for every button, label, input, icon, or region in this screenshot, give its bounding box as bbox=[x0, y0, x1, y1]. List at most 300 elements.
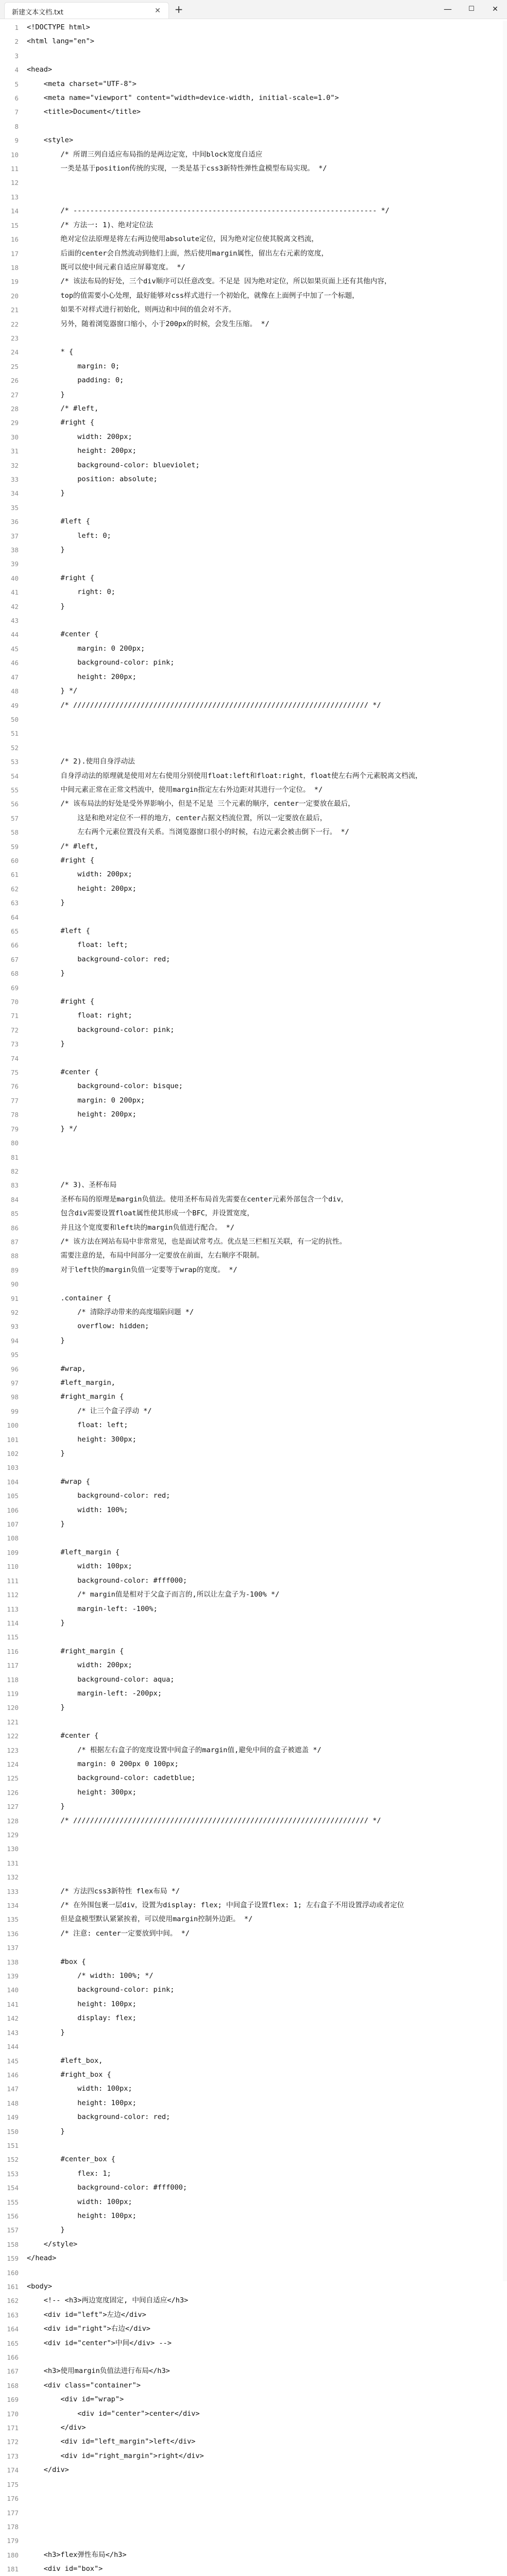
line-text: margin-left: -200px; bbox=[27, 1689, 162, 1698]
code-line[interactable] bbox=[0, 1447, 507, 1461]
line-number: 70 bbox=[10, 998, 19, 1006]
code-line[interactable] bbox=[0, 1701, 507, 1715]
vertical-scrollbar[interactable] bbox=[503, 21, 507, 2281]
code-line[interactable] bbox=[0, 2181, 507, 2195]
line-text: #wrap, bbox=[27, 1364, 86, 1373]
line-number: 97 bbox=[10, 1379, 19, 1387]
code-line[interactable] bbox=[0, 953, 507, 967]
line-number: 33 bbox=[10, 476, 19, 483]
line-number: 68 bbox=[10, 970, 19, 978]
code-line[interactable] bbox=[0, 1404, 507, 1418]
line-text: left: 0; bbox=[27, 531, 111, 540]
code-line[interactable] bbox=[0, 1150, 507, 1164]
code-line[interactable] bbox=[0, 1955, 507, 1969]
line-number: 107 bbox=[7, 1520, 19, 1529]
line-text: <div id="left_margin">left</div> bbox=[27, 2437, 196, 2446]
code-line[interactable] bbox=[0, 2096, 507, 2110]
code-line[interactable] bbox=[0, 1687, 507, 1701]
line-text: height: 200px; bbox=[27, 447, 137, 455]
code-line[interactable] bbox=[0, 1546, 507, 1560]
code-line[interactable] bbox=[0, 2167, 507, 2181]
code-line[interactable] bbox=[0, 2223, 507, 2237]
line-number: 69 bbox=[10, 984, 19, 992]
line-number: 138 bbox=[7, 1958, 19, 1966]
code-line[interactable] bbox=[0, 2082, 507, 2096]
code-line[interactable] bbox=[0, 840, 507, 854]
line-number: 29 bbox=[10, 419, 19, 427]
code-line[interactable] bbox=[0, 190, 507, 204]
code-line[interactable] bbox=[0, 726, 507, 740]
line-number: 25 bbox=[10, 362, 19, 370]
line-number: 90 bbox=[10, 1280, 19, 1289]
code-line[interactable] bbox=[0, 811, 507, 825]
line-text: <div id="center">center</div> bbox=[27, 2409, 200, 2418]
line-number: 78 bbox=[10, 1111, 19, 1119]
line-number: 166 bbox=[7, 2353, 19, 2362]
code-line[interactable] bbox=[0, 1757, 507, 1771]
line-number: 42 bbox=[10, 602, 19, 611]
line-text: 既可以使中间元素自适应屏幕宽度。 */ bbox=[27, 263, 185, 272]
code-line[interactable] bbox=[0, 1786, 507, 1800]
line-number: 41 bbox=[10, 588, 19, 597]
line-text: #right { bbox=[27, 418, 94, 427]
code-line[interactable] bbox=[0, 2379, 507, 2393]
line-text: /* #left, bbox=[27, 404, 99, 413]
code-line[interactable] bbox=[0, 2238, 507, 2251]
code-line[interactable] bbox=[0, 289, 507, 303]
line-number: 171 bbox=[7, 2424, 19, 2432]
line-text: background-color: red; bbox=[27, 955, 171, 963]
close-window-button[interactable]: ✕ bbox=[492, 5, 498, 13]
code-line[interactable] bbox=[0, 1094, 507, 1108]
code-line[interactable] bbox=[0, 1616, 507, 1630]
code-line[interactable] bbox=[0, 1912, 507, 1926]
code-line[interactable] bbox=[0, 1729, 507, 1743]
line-text: /* 方法四css3新特性 flex布局 */ bbox=[27, 1887, 180, 1895]
line-text: <h3>使用margin负值法进行布局</h3> bbox=[27, 2367, 170, 2376]
line-text: width: 200px; bbox=[27, 870, 132, 879]
code-line[interactable] bbox=[0, 388, 507, 402]
code-line[interactable] bbox=[0, 218, 507, 232]
text-editor[interactable] bbox=[0, 21, 507, 2573]
code-line[interactable] bbox=[0, 995, 507, 1009]
code-line[interactable] bbox=[0, 924, 507, 938]
line-number: 101 bbox=[7, 1435, 19, 1444]
code-line[interactable] bbox=[0, 1828, 507, 1842]
code-line[interactable] bbox=[0, 1630, 507, 1644]
line-number: 59 bbox=[10, 842, 19, 851]
line-text: /* ------------------------------------------------------------------------ */ bbox=[27, 207, 390, 215]
code-line[interactable] bbox=[0, 699, 507, 713]
code-line[interactable] bbox=[0, 938, 507, 952]
line-number: 71 bbox=[10, 1012, 19, 1020]
code-line[interactable] bbox=[0, 1927, 507, 1941]
line-number: 145 bbox=[7, 2057, 19, 2065]
line-number: 130 bbox=[7, 1845, 19, 1853]
maximize-button[interactable]: ☐ bbox=[468, 5, 475, 13]
line-number: 57 bbox=[10, 814, 19, 822]
line-text: /* 该布局法的好处是受外界影响小，但是不足是 三个元素的顺序，center一定要放在最后， bbox=[27, 800, 355, 808]
line-number: 119 bbox=[7, 1689, 19, 1698]
code-line[interactable] bbox=[0, 1517, 507, 1531]
code-line[interactable] bbox=[0, 2251, 507, 2265]
code-line[interactable] bbox=[0, 2322, 507, 2336]
line-text: width: 200px; bbox=[27, 432, 132, 441]
code-line[interactable] bbox=[0, 1065, 507, 1079]
code-line[interactable] bbox=[0, 1390, 507, 1404]
code-line[interactable] bbox=[0, 204, 507, 218]
code-line[interactable] bbox=[0, 755, 507, 769]
code-line[interactable] bbox=[0, 1531, 507, 1545]
code-line[interactable] bbox=[0, 1306, 507, 1319]
code-line[interactable] bbox=[0, 148, 507, 162]
line-number: 100 bbox=[7, 1421, 19, 1430]
code-line[interactable] bbox=[0, 1673, 507, 1687]
code-line[interactable] bbox=[0, 1319, 507, 1333]
code-line[interactable] bbox=[0, 1899, 507, 1912]
code-line[interactable] bbox=[0, 2506, 507, 2520]
code-line[interactable] bbox=[0, 1277, 507, 1291]
line-number: 153 bbox=[7, 2170, 19, 2178]
line-text: <div id="right_margin">right</div> bbox=[27, 2451, 204, 2460]
code-line[interactable] bbox=[0, 614, 507, 628]
code-line[interactable] bbox=[0, 1885, 507, 1899]
code-line[interactable] bbox=[0, 515, 507, 529]
code-line[interactable] bbox=[0, 77, 507, 91]
line-text: right: 0; bbox=[27, 588, 115, 597]
code-line[interactable] bbox=[0, 797, 507, 811]
code-line[interactable] bbox=[0, 1475, 507, 1489]
line-number: 87 bbox=[10, 1238, 19, 1246]
code-line[interactable] bbox=[0, 1235, 507, 1249]
code-line[interactable] bbox=[0, 2449, 507, 2463]
code-line[interactable] bbox=[0, 1108, 507, 1122]
line-text: } bbox=[27, 1703, 65, 1712]
code-line[interactable] bbox=[0, 1376, 507, 1390]
code-line[interactable] bbox=[0, 133, 507, 147]
line-number: 52 bbox=[10, 743, 19, 752]
code-line[interactable] bbox=[0, 543, 507, 557]
code-line[interactable] bbox=[0, 2492, 507, 2505]
line-number: 141 bbox=[7, 2000, 19, 2008]
line-text: #left_box, bbox=[27, 2056, 103, 2065]
line-text: /* ////////////////////////////////////////////////////////////////////// */ bbox=[27, 701, 381, 709]
code-line[interactable] bbox=[0, 2463, 507, 2477]
code-line[interactable] bbox=[0, 1715, 507, 1729]
code-line[interactable] bbox=[0, 1023, 507, 1037]
code-line[interactable] bbox=[0, 247, 507, 261]
code-line[interactable] bbox=[0, 2308, 507, 2322]
code-line[interactable] bbox=[0, 1574, 507, 1588]
code-line[interactable] bbox=[0, 1645, 507, 1658]
line-number: 55 bbox=[10, 786, 19, 794]
line-text: margin: 0 200px; bbox=[27, 1096, 145, 1105]
code-line[interactable] bbox=[0, 2350, 507, 2364]
line-text: <div id="wrap"> bbox=[27, 2395, 124, 2404]
code-line[interactable] bbox=[0, 2011, 507, 2025]
code-line[interactable] bbox=[0, 882, 507, 896]
code-line[interactable] bbox=[0, 1334, 507, 1348]
code-line[interactable] bbox=[0, 684, 507, 698]
code-line[interactable] bbox=[0, 741, 507, 755]
code-line[interactable] bbox=[0, 529, 507, 543]
code-line[interactable] bbox=[0, 1658, 507, 1672]
new-tab-button[interactable]: + bbox=[174, 3, 183, 15]
line-text: background-color: pink; bbox=[27, 658, 175, 667]
code-line[interactable] bbox=[0, 1418, 507, 1432]
line-text: /* 在外围包裹一层div，设置为display: flex; 中间盒子设置flex: 1; 左右盒子不用设置浮动或者定位 bbox=[27, 1901, 404, 1910]
document-tab[interactable] bbox=[4, 2, 169, 19]
code-line[interactable] bbox=[0, 585, 507, 599]
line-text: float: right; bbox=[27, 1011, 132, 1020]
code-line[interactable] bbox=[0, 430, 507, 444]
code-line[interactable] bbox=[0, 2068, 507, 2082]
code-line[interactable] bbox=[0, 91, 507, 105]
code-line[interactable] bbox=[0, 374, 507, 387]
line-number: 181 bbox=[7, 2565, 19, 2573]
code-line[interactable] bbox=[0, 303, 507, 317]
code-line[interactable] bbox=[0, 21, 507, 35]
code-line[interactable] bbox=[0, 1800, 507, 1814]
line-number: 39 bbox=[10, 560, 19, 568]
line-number: 18 bbox=[10, 263, 19, 272]
code-line[interactable] bbox=[0, 1461, 507, 1475]
line-number: 67 bbox=[10, 955, 19, 963]
code-line[interactable] bbox=[0, 1814, 507, 1828]
code-line[interactable] bbox=[0, 713, 507, 726]
code-line[interactable] bbox=[0, 2026, 507, 2040]
line-number: 167 bbox=[7, 2367, 19, 2376]
code-line[interactable] bbox=[0, 35, 507, 48]
code-line[interactable] bbox=[0, 472, 507, 486]
code-line[interactable] bbox=[0, 769, 507, 783]
code-line[interactable] bbox=[0, 317, 507, 331]
code-line[interactable] bbox=[0, 2435, 507, 2449]
code-line[interactable] bbox=[0, 501, 507, 515]
code-line[interactable] bbox=[0, 981, 507, 995]
code-line[interactable] bbox=[0, 825, 507, 839]
line-number: 63 bbox=[10, 899, 19, 907]
code-line[interactable] bbox=[0, 2421, 507, 2435]
line-text: /* 该法布局的好处，三个div顺序可以任意改变。不足是 因为绝对定位，所以如果页面上还有其他内容， bbox=[27, 277, 392, 286]
line-text: 另外，随着浏览器窗口缩小，小于200px的时候，会发生压缩。 */ bbox=[27, 319, 269, 328]
code-line[interactable] bbox=[0, 1136, 507, 1150]
line-text: height: 100px; bbox=[27, 1999, 137, 2008]
code-line[interactable] bbox=[0, 1983, 507, 1997]
code-line[interactable] bbox=[0, 1771, 507, 1785]
minimize-button[interactable]: — bbox=[444, 4, 452, 14]
code-line[interactable] bbox=[0, 2294, 507, 2308]
code-line[interactable] bbox=[0, 1856, 507, 1870]
code-line[interactable] bbox=[0, 1164, 507, 1178]
line-number: 19 bbox=[10, 278, 19, 286]
code-line[interactable] bbox=[0, 1743, 507, 1757]
line-text: #left_margin { bbox=[27, 1548, 120, 1556]
code-line[interactable] bbox=[0, 2110, 507, 2124]
code-line[interactable] bbox=[0, 275, 507, 289]
line-text: </div> bbox=[27, 2424, 86, 2432]
line-number: 146 bbox=[7, 2071, 19, 2079]
code-line[interactable] bbox=[0, 896, 507, 910]
line-text: } bbox=[27, 2028, 65, 2037]
code-line[interactable] bbox=[0, 2336, 507, 2350]
code-line[interactable] bbox=[0, 1178, 507, 1192]
code-line[interactable] bbox=[0, 261, 507, 275]
code-line[interactable] bbox=[0, 1052, 507, 1065]
line-text: } bbox=[27, 390, 65, 399]
code-line[interactable] bbox=[0, 1870, 507, 1884]
line-number: 161 bbox=[7, 2283, 19, 2291]
line-number: 99 bbox=[10, 1407, 19, 1415]
line-text: <head> bbox=[27, 65, 53, 74]
code-line[interactable] bbox=[0, 2040, 507, 2054]
code-line[interactable] bbox=[0, 783, 507, 797]
code-line[interactable] bbox=[0, 1249, 507, 1263]
code-line[interactable] bbox=[0, 2266, 507, 2280]
code-line[interactable] bbox=[0, 2195, 507, 2209]
code-line[interactable] bbox=[0, 2520, 507, 2534]
code-line[interactable] bbox=[0, 2478, 507, 2492]
line-number: 7 bbox=[14, 108, 19, 116]
code-line[interactable] bbox=[0, 1489, 507, 1503]
line-text: margin: 0; bbox=[27, 362, 120, 370]
line-number: 157 bbox=[7, 2226, 19, 2234]
code-line[interactable] bbox=[0, 1263, 507, 1277]
code-line[interactable] bbox=[0, 1037, 507, 1051]
line-text: 包含div需要设置float属性使其形成一个BFC，并设置宽度， bbox=[27, 1209, 254, 1218]
code-line[interactable] bbox=[0, 1602, 507, 1616]
code-line[interactable] bbox=[0, 967, 507, 980]
line-text: position: absolute; bbox=[27, 475, 158, 483]
code-line[interactable] bbox=[0, 345, 507, 359]
line-number: 154 bbox=[7, 2184, 19, 2192]
code-line[interactable] bbox=[0, 628, 507, 641]
line-number: 148 bbox=[7, 2099, 19, 2107]
code-line[interactable] bbox=[0, 1193, 507, 1207]
code-line[interactable] bbox=[0, 360, 507, 374]
code-line[interactable] bbox=[0, 416, 507, 430]
line-number: 127 bbox=[7, 1803, 19, 1811]
line-number: 1 bbox=[14, 24, 19, 31]
code-line[interactable] bbox=[0, 232, 507, 246]
line-number: 31 bbox=[10, 447, 19, 455]
line-text: #center_box { bbox=[27, 2155, 115, 2164]
line-text: background-color: red; bbox=[27, 2113, 171, 2122]
code-line[interactable] bbox=[0, 2125, 507, 2139]
code-line[interactable] bbox=[0, 1997, 507, 2011]
code-line[interactable] bbox=[0, 642, 507, 656]
code-line[interactable] bbox=[0, 2562, 507, 2576]
line-text: height: 200px; bbox=[27, 672, 137, 681]
line-text: <div id="right">右边</div> bbox=[27, 2325, 150, 2333]
code-line[interactable] bbox=[0, 1560, 507, 1573]
code-line[interactable] bbox=[0, 670, 507, 684]
code-line[interactable] bbox=[0, 854, 507, 868]
code-line[interactable] bbox=[0, 459, 507, 472]
line-number: 27 bbox=[10, 391, 19, 399]
code-line[interactable] bbox=[0, 1009, 507, 1023]
code-line[interactable] bbox=[0, 49, 507, 63]
line-number: 38 bbox=[10, 546, 19, 554]
code-line[interactable] bbox=[0, 176, 507, 190]
line-text: height: 300px; bbox=[27, 1435, 137, 1444]
code-line[interactable] bbox=[0, 105, 507, 119]
line-number: 95 bbox=[10, 1351, 19, 1359]
line-number: 140 bbox=[7, 1986, 19, 1994]
code-line[interactable] bbox=[0, 1842, 507, 1856]
line-number: 126 bbox=[7, 1788, 19, 1797]
code-line[interactable] bbox=[0, 2153, 507, 2166]
code-line[interactable] bbox=[0, 2534, 507, 2548]
code-line[interactable] bbox=[0, 2407, 507, 2421]
code-line[interactable] bbox=[0, 1348, 507, 1362]
line-number: 144 bbox=[7, 2043, 19, 2051]
code-line[interactable] bbox=[0, 910, 507, 924]
line-number: 155 bbox=[7, 2198, 19, 2206]
line-number: 164 bbox=[7, 2325, 19, 2333]
line-number: 12 bbox=[10, 179, 19, 187]
code-line[interactable] bbox=[0, 1079, 507, 1093]
line-number: 124 bbox=[7, 1760, 19, 1768]
code-line[interactable] bbox=[0, 331, 507, 345]
code-line[interactable] bbox=[0, 1503, 507, 1517]
code-line[interactable] bbox=[0, 2054, 507, 2068]
line-text: background-color: blueviolet; bbox=[27, 461, 200, 469]
code-line[interactable] bbox=[0, 2364, 507, 2378]
line-text: width: 100px; bbox=[27, 2084, 132, 2093]
line-text: margin: 0 200px 0 100px; bbox=[27, 1759, 179, 1768]
line-number: 118 bbox=[7, 1675, 19, 1684]
code-line[interactable] bbox=[0, 571, 507, 585]
line-number: 37 bbox=[10, 532, 19, 540]
code-line[interactable] bbox=[0, 1221, 507, 1235]
code-line[interactable] bbox=[0, 1588, 507, 1602]
code-line[interactable] bbox=[0, 2280, 507, 2294]
code-line[interactable] bbox=[0, 1292, 507, 1306]
code-line[interactable] bbox=[0, 2139, 507, 2153]
line-text: #right_box { bbox=[27, 2070, 111, 2079]
code-line[interactable] bbox=[0, 444, 507, 458]
code-line[interactable] bbox=[0, 1433, 507, 1447]
code-line[interactable] bbox=[0, 1941, 507, 1955]
code-line[interactable] bbox=[0, 1207, 507, 1221]
line-number: 105 bbox=[7, 1492, 19, 1500]
code-line[interactable] bbox=[0, 2393, 507, 2406]
code-line[interactable] bbox=[0, 120, 507, 133]
line-text: <div id="box"> bbox=[27, 2565, 103, 2573]
line-text: #right { bbox=[27, 856, 94, 865]
line-number: 158 bbox=[7, 2240, 19, 2248]
code-line[interactable] bbox=[0, 2548, 507, 2562]
code-line[interactable] bbox=[0, 557, 507, 571]
line-text: /* #left, bbox=[27, 842, 99, 851]
line-text: /* 清除浮动带来的高度塌陷问题 */ bbox=[27, 1308, 194, 1316]
close-tab-icon[interactable]: ✕ bbox=[155, 7, 161, 15]
code-line[interactable] bbox=[0, 1362, 507, 1376]
code-line[interactable] bbox=[0, 162, 507, 176]
line-text: } bbox=[27, 969, 65, 978]
code-line[interactable] bbox=[0, 63, 507, 77]
code-line[interactable] bbox=[0, 2209, 507, 2223]
code-line[interactable] bbox=[0, 1969, 507, 1983]
line-number: 89 bbox=[10, 1266, 19, 1274]
code-line[interactable] bbox=[0, 486, 507, 500]
code-line[interactable] bbox=[0, 868, 507, 882]
code-line[interactable] bbox=[0, 402, 507, 416]
code-line[interactable] bbox=[0, 1122, 507, 1136]
code-line[interactable] bbox=[0, 656, 507, 670]
code-line[interactable] bbox=[0, 600, 507, 614]
